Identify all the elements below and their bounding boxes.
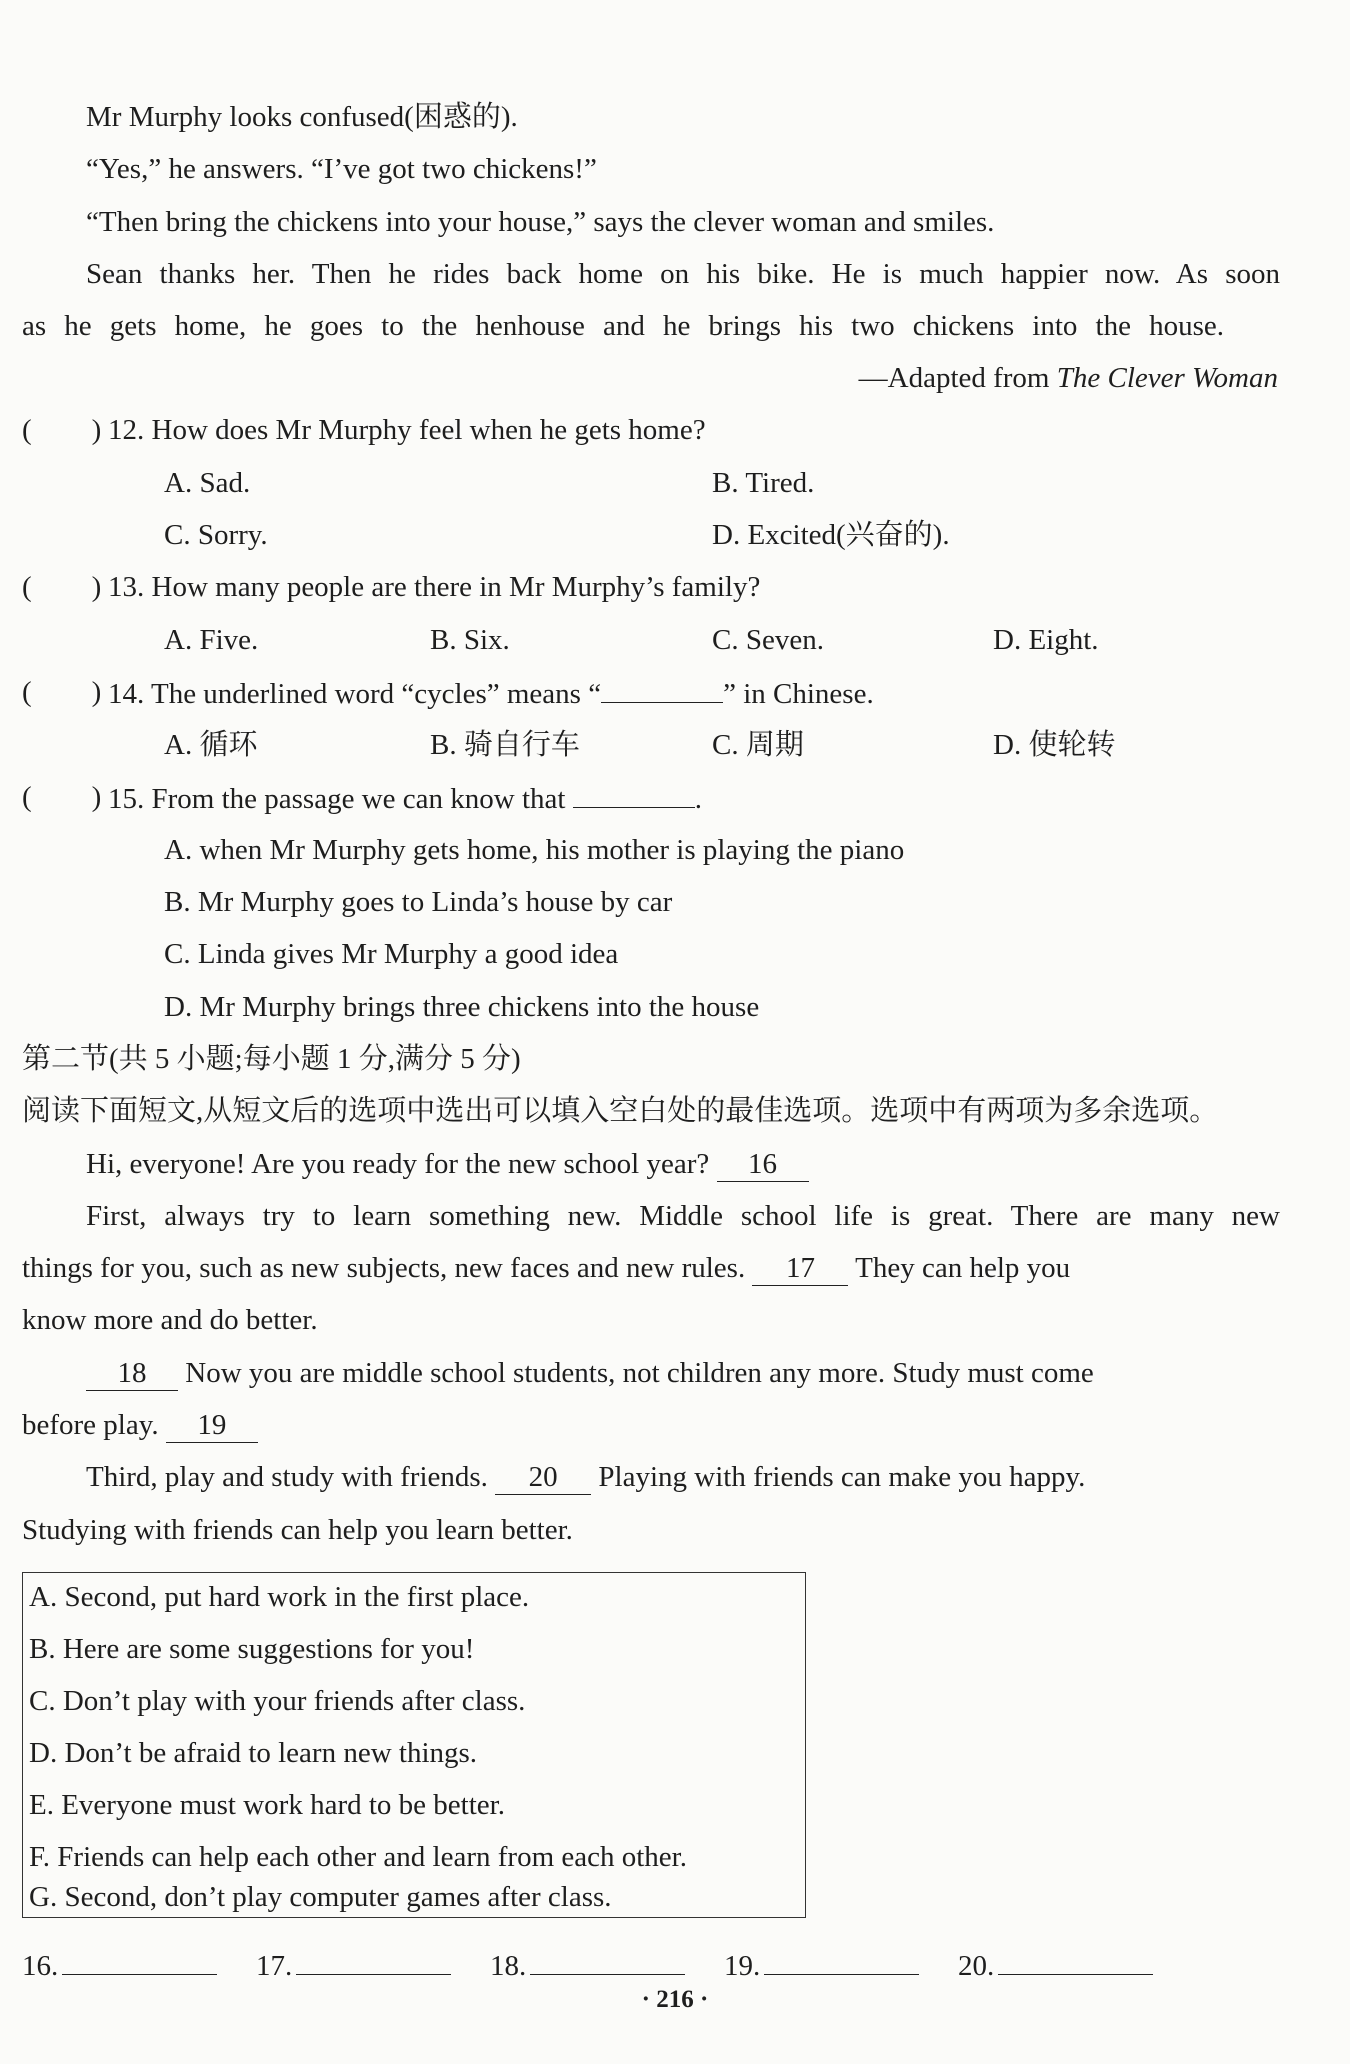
question-14: 14. The underlined word “cycles” means “ ” in Chinese. <box>108 672 874 714</box>
answer-paren[interactable]: ( ) <box>22 571 102 603</box>
passage-source <box>859 358 1278 398</box>
blank-16[interactable]: 16 <box>717 1147 809 1182</box>
question-15: 15. From the passage we can know that . <box>108 777 702 819</box>
answer-20[interactable]: 20. <box>958 1944 1153 1986</box>
passage-line: know more and do better. <box>22 1304 318 1336</box>
question-13: 13. How many people are there in Mr Murphy’s family? <box>108 571 761 603</box>
option-12c[interactable]: C. Sorry. <box>164 519 268 551</box>
choice-e[interactable]: E. Everyone must work hard to be better. <box>29 1789 505 1821</box>
passage-line: Mr Murphy looks confused(困惑的). <box>86 101 518 133</box>
choice-f[interactable]: F. Friends can help each other and learn from each other. <box>29 1841 687 1873</box>
option-12a[interactable]: A. Sad. <box>164 467 251 499</box>
passage-line: Sean thanks her. Then he rides back home on his bike. He is much happier now. As soon <box>86 258 1280 290</box>
source-title: The Clever Woman <box>1056 362 1278 394</box>
option-12b[interactable]: B. Tired. <box>712 467 815 499</box>
option-14a[interactable]: A. 循环 <box>164 729 258 761</box>
blank-line <box>573 777 695 808</box>
source-prefix: —Adapted from <box>858 362 1057 394</box>
option-14c[interactable]: C. 周期 <box>712 729 804 761</box>
section-heading: 第二节(共 5 小题;每小题 1 分,满分 5 分) <box>22 1043 521 1075</box>
options-box <box>22 1572 806 1918</box>
passage-line: “Then bring the chickens into your house,” says the clever woman and smiles. <box>86 206 995 238</box>
blank-19[interactable]: 19 <box>166 1408 258 1443</box>
answer-16[interactable]: 16. <box>22 1944 217 1986</box>
option-15b[interactable]: B. Mr Murphy goes to Linda’s house by car <box>164 886 673 918</box>
option-13d[interactable]: D. Eight. <box>993 624 1099 656</box>
blank-18[interactable]: 18 <box>86 1356 178 1391</box>
passage-line: “Yes,” he answers. “I’ve got two chickens!” <box>86 153 597 185</box>
option-13b[interactable]: B. Six. <box>430 624 510 656</box>
answer-paren[interactable]: ( ) <box>22 414 102 446</box>
choice-g[interactable]: G. Second, don’t play computer games after class. <box>29 1881 612 1913</box>
answer-paren[interactable]: ( ) <box>22 676 102 708</box>
blank-line <box>601 672 723 703</box>
passage-line: First, always try to learn something new. Middle school life is great. There are many new <box>86 1200 1280 1232</box>
passage-line: Hi, everyone! Are you ready for the new school year? 16 <box>86 1144 809 1184</box>
option-15a[interactable]: A. when Mr Murphy gets home, his mother is playing the piano <box>164 834 905 866</box>
passage-line: 18 Now you are middle school students, not children any more. Study must come <box>86 1353 1094 1393</box>
blank-17[interactable]: 17 <box>752 1251 848 1286</box>
passage-line: as he gets home, he goes to the henhouse and he brings his two chickens into the house. <box>22 310 1224 342</box>
option-13c[interactable]: C. Seven. <box>712 624 824 656</box>
option-15c[interactable]: C. Linda gives Mr Murphy a good idea <box>164 938 619 970</box>
passage-line: things for you, such as new subjects, new faces and new rules. 17 They can help you <box>22 1252 1071 1284</box>
option-15d[interactable]: D. Mr Murphy brings three chickens into the house <box>164 991 760 1023</box>
option-14b[interactable]: B. 骑自行车 <box>430 729 580 761</box>
passage-line: before play. 19 <box>22 1405 258 1445</box>
choice-a[interactable]: A. Second, put hard work in the first place. <box>29 1581 530 1613</box>
option-13a[interactable]: A. Five. <box>164 624 259 656</box>
answer-19[interactable]: 19. <box>724 1944 919 1986</box>
section-instruction: 阅读下面短文,从短文后的选项中选出可以填入空白处的最佳选项。选项中有两项为多余选项。 <box>22 1095 1219 1127</box>
option-12d[interactable]: D. Excited(兴奋的). <box>712 519 950 551</box>
page-number: · 216 · <box>641 1986 709 2013</box>
blank-20[interactable]: 20 <box>495 1460 591 1495</box>
passage-line: Third, play and study with friends. 20 Playing with friends can make you happy. <box>86 1461 1086 1493</box>
answer-17[interactable]: 17. <box>256 1944 451 1986</box>
answer-18[interactable]: 18. <box>490 1944 685 1986</box>
question-12: 12. How does Mr Murphy feel when he gets home? <box>108 414 706 446</box>
choice-b[interactable]: B. Here are some suggestions for you! <box>29 1633 475 1665</box>
choice-d[interactable]: D. Don’t be afraid to learn new things. <box>29 1737 478 1769</box>
passage-line: Studying with friends can help you learn better. <box>22 1514 573 1546</box>
option-14d[interactable]: D. 使轮转 <box>993 729 1116 761</box>
choice-c[interactable]: C. Don’t play with your friends after class. <box>29 1685 526 1717</box>
answer-paren[interactable]: ( ) <box>22 781 102 813</box>
